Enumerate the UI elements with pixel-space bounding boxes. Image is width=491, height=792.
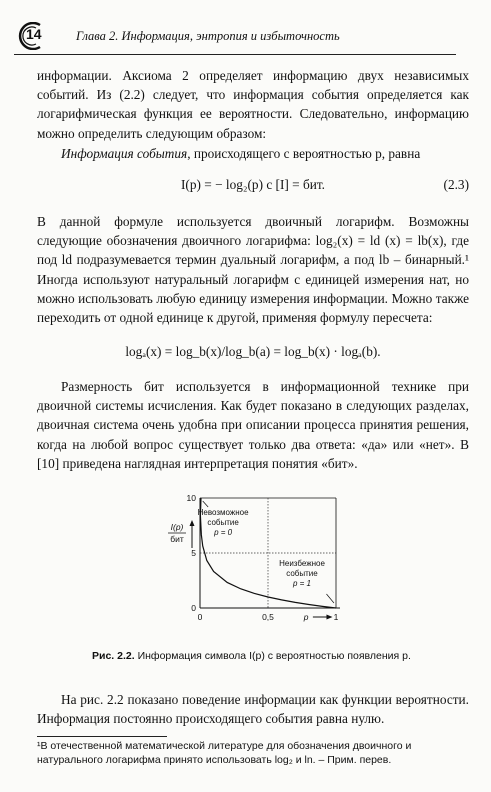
definition-rest: , происходящего с вероятностью p, равна <box>187 146 421 161</box>
footnote-rule <box>37 736 167 737</box>
annotation-certain-2: p = 1 <box>292 579 312 588</box>
paragraph-4: Размерность бит используется в информационной технике при двоичной системы исчисления. Как будет показано в следующих разделах, двоичная система очень удобна при описании процесса принятия решения, когда на любой вопрос существует только два ответа: «да» или «нет». В [10] приведена наглядная интерпретация понятия «бит». <box>37 379 469 471</box>
page-number: 14 <box>26 26 42 42</box>
x-tick-label-0: 0 <box>197 612 203 622</box>
annotation-impossible-2: p = 0 <box>214 528 233 537</box>
y-tick-label-2: 10 <box>186 493 196 503</box>
annotation-certain-arrow <box>326 594 333 603</box>
paragraph-3: В данной формуле используется двоичный логарифм. Возможны следующие обозначения двоичного логарифма: log₂(x) = ld (x) = lb(x), где под ld подразумевается термин дуальный логарифм, а под lb – бинарный.¹ Иногда используют натуральный логарифм с единицей измерения нат, но можно использовать любую единицу измерения информации. Можно также переходить от одной единице к другой, применяя формулу пересчета: <box>37 214 469 326</box>
x-axis-label: p <box>303 612 309 622</box>
equation-2-3-number: (2.3) <box>443 177 469 192</box>
running-title: Глава 2. Информация, энтропия и избыточность <box>76 29 340 43</box>
page-header <box>14 22 454 52</box>
figure-caption-text: Информация символа I(p) с вероятностью появления p. <box>137 650 411 662</box>
annotation-certain-1: событие <box>286 569 318 578</box>
definition-term: Информация события <box>61 146 188 161</box>
equation-change-of-base <box>37 344 469 360</box>
figure-caption <box>92 649 412 663</box>
information-chart <box>150 490 360 630</box>
x-arrow-icon <box>326 615 332 620</box>
paragraph-5: На рис. 2.2 показано поведение информации как функции вероятности. Информация постоянно происходящего события равна нулю. <box>37 692 469 727</box>
y-tick-label-0: 0 <box>191 603 196 613</box>
paragraph-1: информации. Аксиома 2 определяет информацию двух независимых событий. Из (2.2) следует, что информация события определяется как логарифмическая функция ее вероятности. Следовательно, информацию можно определить следующим образом: <box>37 68 469 141</box>
y-arrow-icon <box>190 520 195 526</box>
equation-2-3-formula: I(p) = − log₂(p) с [I] = бит. <box>180 177 326 192</box>
equation-change-of-base-formula: logₐ(x) = log_b(x)/log_b(a) = log_b(x) · logₐ(b). <box>125 344 381 359</box>
annotation-certain-0: Неизбежное <box>279 559 325 568</box>
header-rule <box>14 54 456 55</box>
x-tick-label-2: 1 <box>333 612 339 622</box>
y-tick-label-1: 5 <box>191 548 196 558</box>
x-tick-label-1: 0,5 <box>262 612 274 622</box>
annotation-impossible-0: Невозможное <box>197 508 249 517</box>
annotation-impossible-1: событие <box>207 518 239 527</box>
figure-label: Рис. 2.2. <box>92 650 135 662</box>
footnote: ¹В отечественной математической литературе для обозначения двоичного и натурального логарифма принято использовать log₂ и ln. – Прим. перев. <box>37 740 412 766</box>
paragraph-2 <box>37 144 469 163</box>
equation-2-3 <box>37 177 469 193</box>
y-axis-label: I(p) <box>170 522 184 532</box>
y-axis-unit: бит <box>170 534 184 544</box>
annotation-impossible-arrow <box>203 501 208 507</box>
